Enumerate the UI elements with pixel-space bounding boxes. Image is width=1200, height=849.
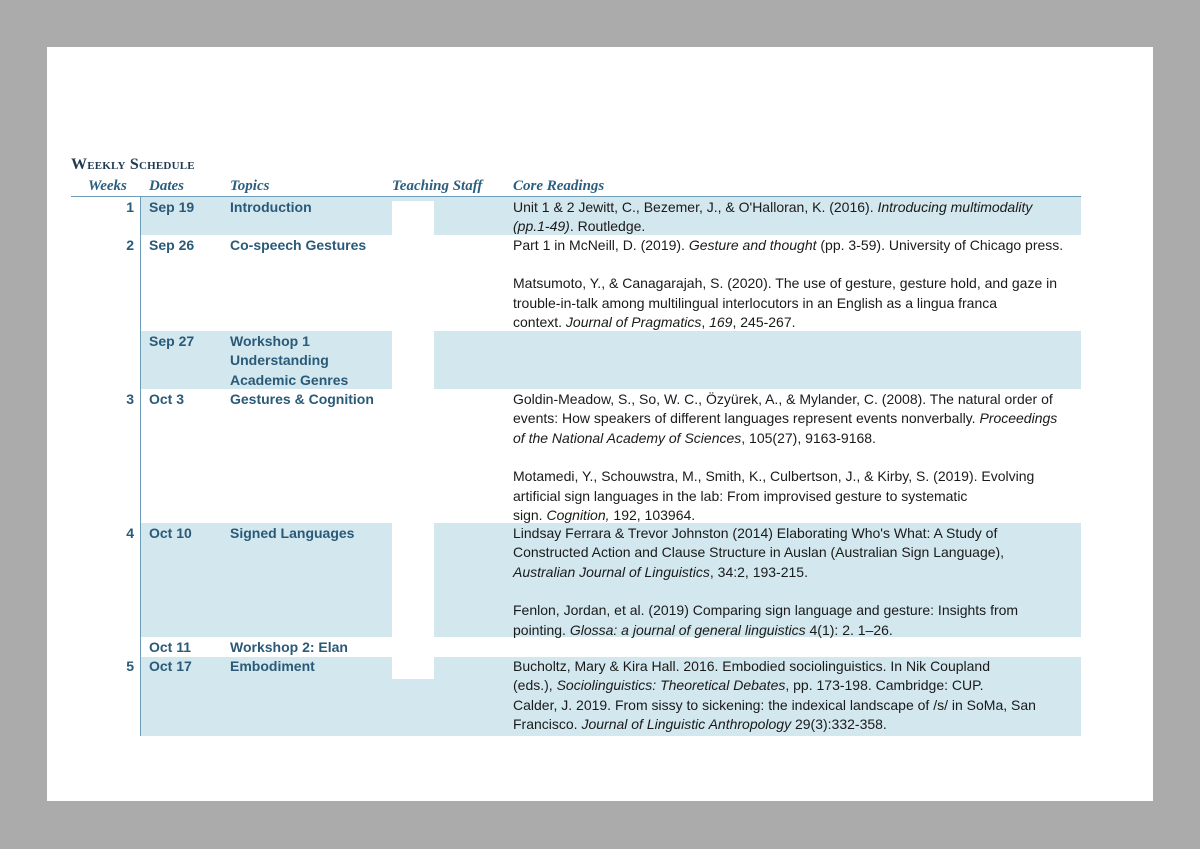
week-number: 2 xyxy=(126,237,134,253)
col-header-core-readings: Core Readings xyxy=(513,178,605,194)
session-topic: Workshop 2: Elan xyxy=(230,639,348,655)
week-number: 5 xyxy=(126,658,134,674)
column-rule xyxy=(140,197,141,736)
session-date: Oct 11 xyxy=(149,639,192,655)
week-number: 3 xyxy=(126,391,134,407)
session-date: Sep 19 xyxy=(149,199,195,215)
col-header-topics: Topics xyxy=(230,178,270,194)
session-date: Sep 26 xyxy=(149,237,195,253)
col-header-dates: Dates xyxy=(149,178,184,194)
col-header-teaching-staff: Teaching Staff xyxy=(392,178,483,194)
session-topic: Embodiment xyxy=(230,658,315,674)
session-date: Oct 10 xyxy=(149,525,192,541)
staff-cell-gap-1 xyxy=(392,201,434,235)
session-topic: Gestures & Cognition xyxy=(230,391,374,407)
session-topic: Signed Languages xyxy=(230,525,355,541)
session-topic: Co-speech Gestures xyxy=(230,237,367,253)
schedule-heading: Weekly Schedule xyxy=(71,156,195,173)
col-header-weeks: Weeks xyxy=(88,178,127,194)
core-readings: Part 1 in McNeill, D. (2019). Gesture and thought (pp. 3-59). University of Chicago press. Matsumoto, Y., & Canagarajah, S. (2020). The use of gesture, gesture hold, and gaze in trouble-in-talk among multilingual interlocutors in an English as a lingua franca context. Journal of Pragmatics, 169, 245-267. xyxy=(513,237,1064,331)
staff-cell-gap-3 xyxy=(392,523,434,637)
session-topic: Workshop 1 Understanding Academic Genres xyxy=(230,333,349,388)
staff-cell-gap-2 xyxy=(392,331,434,389)
staff-cell-gap-4 xyxy=(392,657,434,679)
week-number: 4 xyxy=(126,525,134,541)
session-date: Oct 3 xyxy=(149,391,185,407)
core-readings: Unit 1 & 2 Jewitt, C., Bezemer, J., & O'Halloran, K. (2016). Introducing multimodality (pp.1-49). Routledge. xyxy=(513,199,1033,235)
core-readings: Goldin-Meadow, S., So, W. C., Özyürek, A., & Mylander, C. (2008). The natural order of events: How speakers of different languages represent events nonverbally. Proceedings of the National Academy of Sciences, 105(27), 9163-9168. Motamedi, Y., Schouwstra, M., Smith, K., Culbertson, J., & Kirby, S. (2019). Evolving artificial sign languages in the lab: From improvised gesture to systematic sign. Cognition, 192, 103964. xyxy=(513,391,1058,524)
core-readings: Lindsay Ferrara & Trevor Johnston (2014) Elaborating Who's What: A Study of Constructed Action and Clause Structure in Auslan (Australian Sign Language), Australian Journal of Linguistics, 34:2, 193-215. Fenlon, Jordan, et al. (2019) Comparing sign language and gesture: Insights from pointing. Glossa: a journal of general linguistics 4(1): 2. 1–26. xyxy=(513,525,1019,638)
core-readings: Bucholtz, Mary & Kira Hall. 2016. Embodied sociolinguistics. In Nik Coupland (eds.), Sociolinguistics: Theoretical Debates, pp. 173-198. Cambridge: CUP. Calder, J. 2019. From sissy to sickening: the indexical landscape of /s/ in SoMa, San Francisco. Journal of Linguistic Anthropology 29(3):332-358. xyxy=(513,658,1036,733)
week-number: 1 xyxy=(126,199,134,215)
session-date: Oct 17 xyxy=(149,658,192,674)
document-page xyxy=(47,47,1153,801)
session-topic: Introduction xyxy=(230,199,312,215)
session-date: Sep 27 xyxy=(149,333,195,349)
